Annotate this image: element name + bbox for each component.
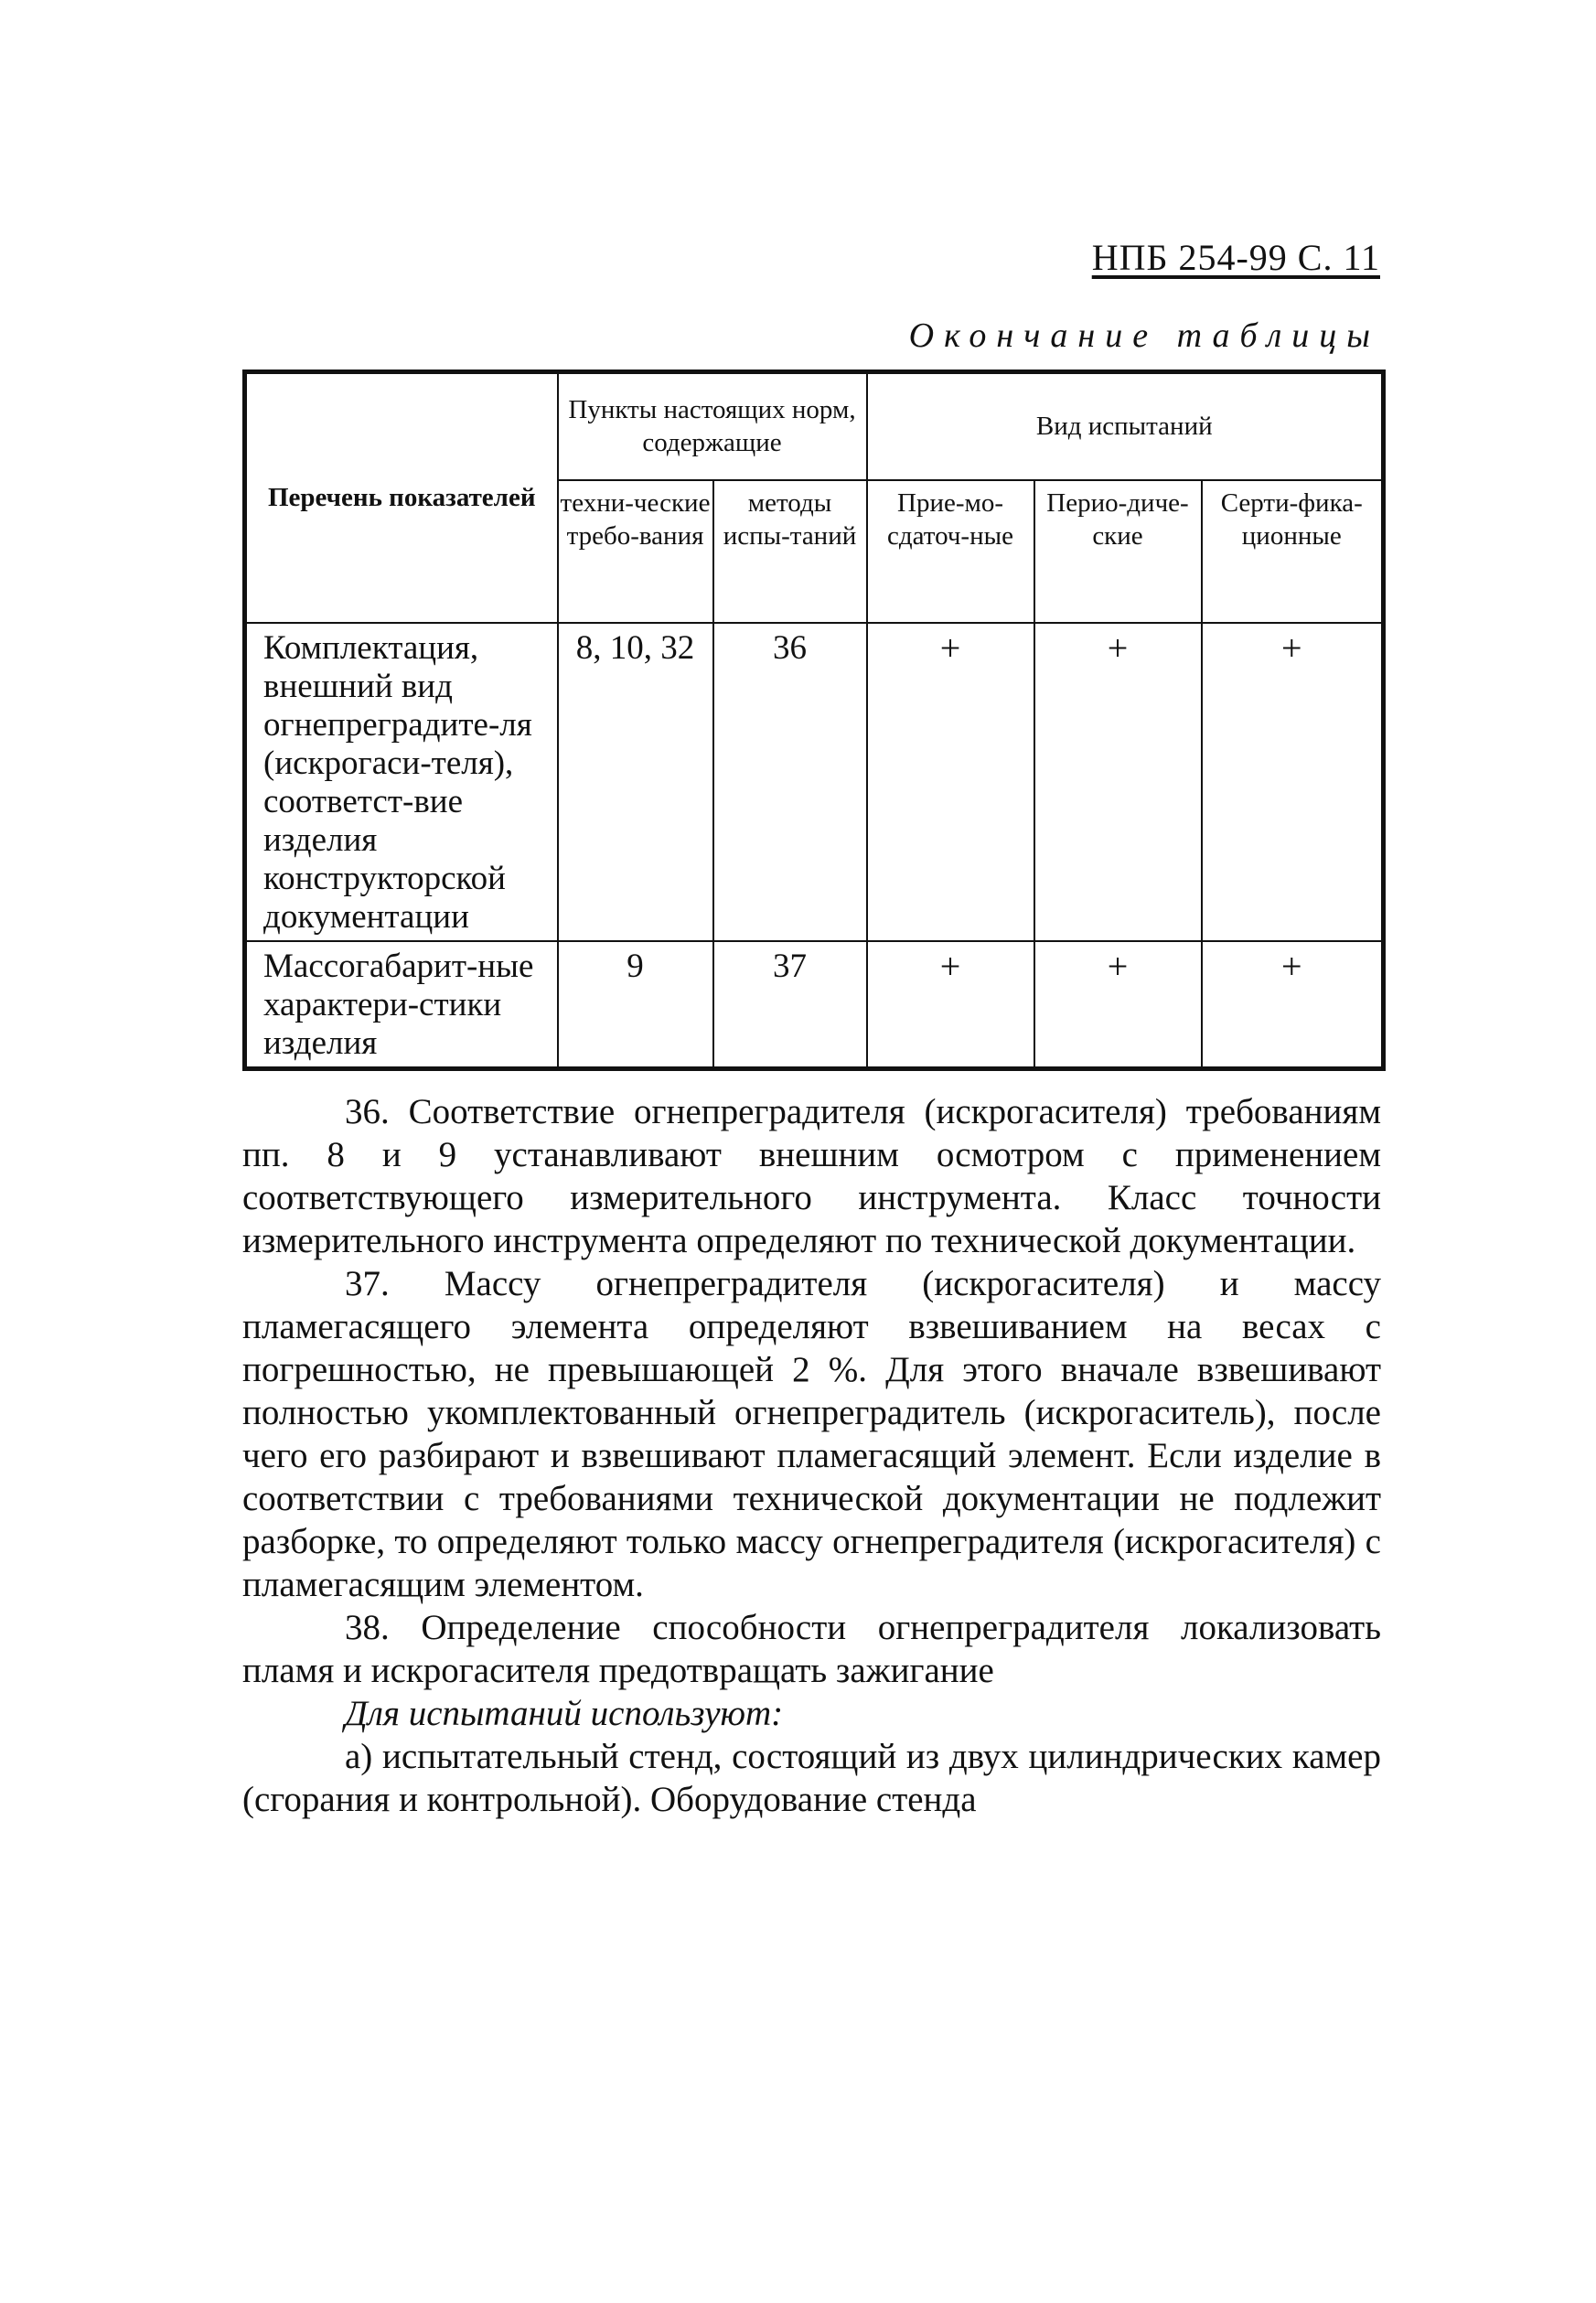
row-acceptance-mark: + [867, 941, 1034, 1069]
row-method-clauses: 37 [713, 941, 867, 1069]
paragraph-38: 38. Определение способности огнепреградителя локализовать пламя и искрогасителя предотвращать зажигание [242, 1608, 1381, 1690]
indicators-table [242, 370, 1386, 1071]
paragraph-item-a: а) испытательный стенд, состоящий из двух цилиндрических камер (сгорания и контрольной). Оборудование стенда [242, 1737, 1381, 1819]
table-row [245, 941, 1384, 1069]
row-method-clauses: 36 [713, 623, 867, 941]
row-certification-mark: + [1202, 623, 1384, 941]
document-reference: НПБ 254-99 С. 11 [1091, 237, 1380, 278]
row-indicator-name: Массогабарит-ные характери-стики изделия [245, 941, 558, 1069]
header-indicator-list: Перечень показателей [245, 372, 558, 623]
row-periodic-mark: + [1034, 941, 1202, 1069]
table-caption: Окончание таблицы [908, 316, 1380, 355]
row-tech-clauses: 8, 10, 32 [558, 623, 713, 941]
row-certification-mark: + [1202, 941, 1384, 1069]
header-test-type: Вид испытаний [867, 372, 1384, 480]
row-indicator-name: Комплектация, внешний вид огнепреградите-ля (искрогаси-теля), соответст-вие изделия конструкторской документации [245, 623, 558, 941]
paragraph-37: 37. Массу огнепреградителя (искрогасителя) и массу пламегасящего элемента определяют взвешиванием на весах с погрешностью, не превышающей 2 %. Для этого вначале взвешивают полностью укомплектованный огнепреградитель (искрогаситель), после чего его разбирают и взвешивают пламегасящий элемент. Если изделие в соответствии с требованиями технической документации не подлежит разборке, то определяют только массу огнепреградителя (искрогасителя) с пламегасящим элементом. [242, 1264, 1381, 1604]
header-certification: Серти-фика-ционные [1202, 480, 1384, 623]
row-periodic-mark: + [1034, 623, 1202, 941]
paragraph-36: 36. Соответствие огнепреградителя (искрогасителя) требованиям пп. 8 и 9 устанавливают внешним осмотром с применением соответствующего измерительного инструмента. Класс точности измерительного инструмента определяют по технической документации. [242, 1092, 1381, 1260]
header-test-methods: методы испы-таний [713, 480, 867, 623]
header-periodic: Перио-диче-ские [1034, 480, 1202, 623]
header-clauses: Пункты настоящих норм, содержащие [558, 372, 867, 480]
body-text [242, 1090, 1381, 1821]
table-row [245, 623, 1384, 941]
header-tech-requirements: техни-ческие требо-вания [558, 480, 713, 623]
paragraph-equipment-intro: Для испытаний используют: [345, 1694, 784, 1733]
row-tech-clauses: 9 [558, 941, 713, 1069]
header-acceptance: Прие-мо-сдаточ-ные [867, 480, 1034, 623]
row-acceptance-mark: + [867, 623, 1034, 941]
